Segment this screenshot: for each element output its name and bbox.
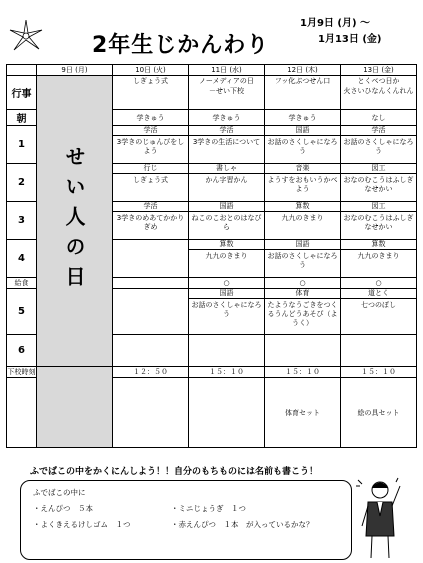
dismissal-time: １５：１０: [341, 367, 417, 378]
pencil-case-box: [20, 480, 352, 560]
items-cell: 体育セット: [265, 378, 341, 448]
class-cell: [189, 164, 265, 202]
content: 3学きの生活について: [192, 138, 261, 146]
box-item: ・ミニじょうぎ １つ: [171, 504, 246, 513]
content: 九九のきまり: [205, 252, 248, 260]
class-cell: [265, 126, 341, 164]
date-from: 1月9日 (月) ～: [300, 18, 371, 29]
subject: 図工: [341, 164, 416, 174]
event-cell: とくべつ日か 火さいひなんくんれん: [341, 76, 417, 110]
row-label-period-1: 1: [7, 126, 37, 164]
content: たようなうごきをつくるうんどうあそび（ようく）: [267, 301, 338, 327]
timetable: [6, 64, 417, 448]
content: ようすをおもいうかべよう: [267, 176, 338, 193]
class-cell: [341, 240, 417, 278]
row-label-period-2: 2: [7, 164, 37, 202]
row-label-period-5: 5: [7, 289, 37, 335]
class-cell-empty: [113, 289, 189, 335]
content: 3学きのじゅんびをしよう: [116, 138, 185, 155]
monday-holiday-text: せい人の日: [62, 146, 86, 296]
content: 七つのぼし: [361, 301, 396, 309]
content: お話のさくしゃになろう: [343, 138, 414, 155]
subject: 行じ: [113, 164, 188, 174]
lunch-cell: ○: [189, 278, 265, 289]
day-header: 11日 (水): [189, 65, 265, 76]
content: かん字習かん: [205, 176, 248, 184]
row-label-dismissal: 下校時刻: [7, 368, 36, 376]
lunch-cell: [113, 278, 189, 289]
items-cell: [189, 378, 265, 448]
subject: 算数: [341, 240, 416, 250]
event-cell: しぎょう式: [113, 76, 189, 110]
dismissal-time: １５：１０: [265, 367, 341, 378]
row-label-period-4: 4: [7, 240, 37, 278]
class-cell: [189, 240, 265, 278]
class-cell: [341, 289, 417, 335]
lunch-cell: ○: [341, 278, 417, 289]
items-cell: 絵の具セット: [341, 378, 417, 448]
day-header: 10日 (火): [113, 65, 189, 76]
subject: 国語: [189, 289, 264, 299]
content: お話のさくしゃになろう: [267, 138, 338, 155]
monday-holiday-cell: [37, 76, 113, 367]
page-title: 2年生じかんわり: [92, 33, 270, 58]
box-item: ・よくきえるけしゴム １つ: [33, 520, 131, 529]
row-label-lunch: 給食: [7, 278, 37, 289]
day-header: 13日 (金): [341, 65, 417, 76]
content: おなのむこうはふしぎなせかい: [343, 214, 414, 231]
class-cell: [113, 202, 189, 240]
row-label-morning: 朝: [7, 110, 37, 126]
class-cell: [189, 289, 265, 335]
row-label-period-6: 6: [7, 335, 37, 367]
lunch-cell: ○: [265, 278, 341, 289]
box-item: ・赤えんぴつ １本 が入っているかな？: [171, 520, 314, 529]
class-cell: [265, 164, 341, 202]
content: お話のさくしゃになろう: [191, 301, 262, 318]
box-title: ふでばこの中に: [33, 488, 86, 497]
row-label-period-3: 3: [7, 202, 37, 240]
subject: 学活: [341, 126, 416, 136]
subject: 国語: [265, 126, 340, 136]
morning-cell: なし: [341, 110, 417, 126]
content: 九九のきまり: [357, 252, 400, 260]
content: 3学きのめあてかかりぎめ: [116, 214, 185, 231]
subject: 書しゃ: [189, 164, 264, 174]
day-header: 12日 (木): [265, 65, 341, 76]
content: 九九のきまり: [281, 214, 324, 222]
items-cell: [113, 378, 189, 448]
subject: 学活: [113, 202, 188, 212]
subject: 学活: [113, 126, 188, 136]
day-header: 9日 (月): [37, 65, 113, 76]
box-item: ・えんぴつ ５本: [33, 504, 93, 513]
morning-cell: 学きゅう: [189, 110, 265, 126]
row-label-event: 行事: [7, 76, 37, 110]
class-cell: [341, 202, 417, 240]
class-cell: [113, 126, 189, 164]
flower-illustration: [6, 16, 46, 56]
class-cell: [341, 126, 417, 164]
content: お話のさくしゃになろう: [267, 252, 338, 269]
date-to: 1月13日 (金): [318, 34, 382, 45]
subject: 音楽: [265, 164, 340, 174]
class-cell: [189, 202, 265, 240]
subject: 国語: [189, 202, 264, 212]
subject: 図工: [341, 202, 416, 212]
event-cell: ノーメディアの日 －せい下校: [189, 76, 265, 110]
class-cell: [265, 289, 341, 335]
class-cell: [341, 164, 417, 202]
class-cell: [265, 202, 341, 240]
content: おなのむこうはふしぎなせかい: [343, 176, 414, 193]
subject: 国語: [265, 240, 340, 250]
subject: 道とく: [341, 289, 416, 299]
notice-headline: ふでばこの中をかくにんしよう！！自分のもちものには名前も書こう！: [30, 467, 319, 477]
subject: 学活: [189, 126, 264, 136]
teacher-illustration: [354, 476, 404, 561]
morning-cell: 学きゅう: [113, 110, 189, 126]
class-cell-empty: [113, 240, 189, 278]
subject: 算数: [189, 240, 264, 250]
content: ねこのこおとのはなびら: [191, 214, 262, 231]
class-cell: [265, 240, 341, 278]
morning-cell: 学きゅう: [265, 110, 341, 126]
content: しぎょう式: [133, 176, 168, 184]
dismissal-time: １２：５０: [113, 367, 189, 378]
class-cell: [189, 126, 265, 164]
subject: 算数: [265, 202, 340, 212]
dismissal-time: １５：１０: [189, 367, 265, 378]
subject: 体育: [265, 289, 340, 299]
class-cell: [113, 164, 189, 202]
event-cell: フッ化ぶつせん口: [265, 76, 341, 110]
